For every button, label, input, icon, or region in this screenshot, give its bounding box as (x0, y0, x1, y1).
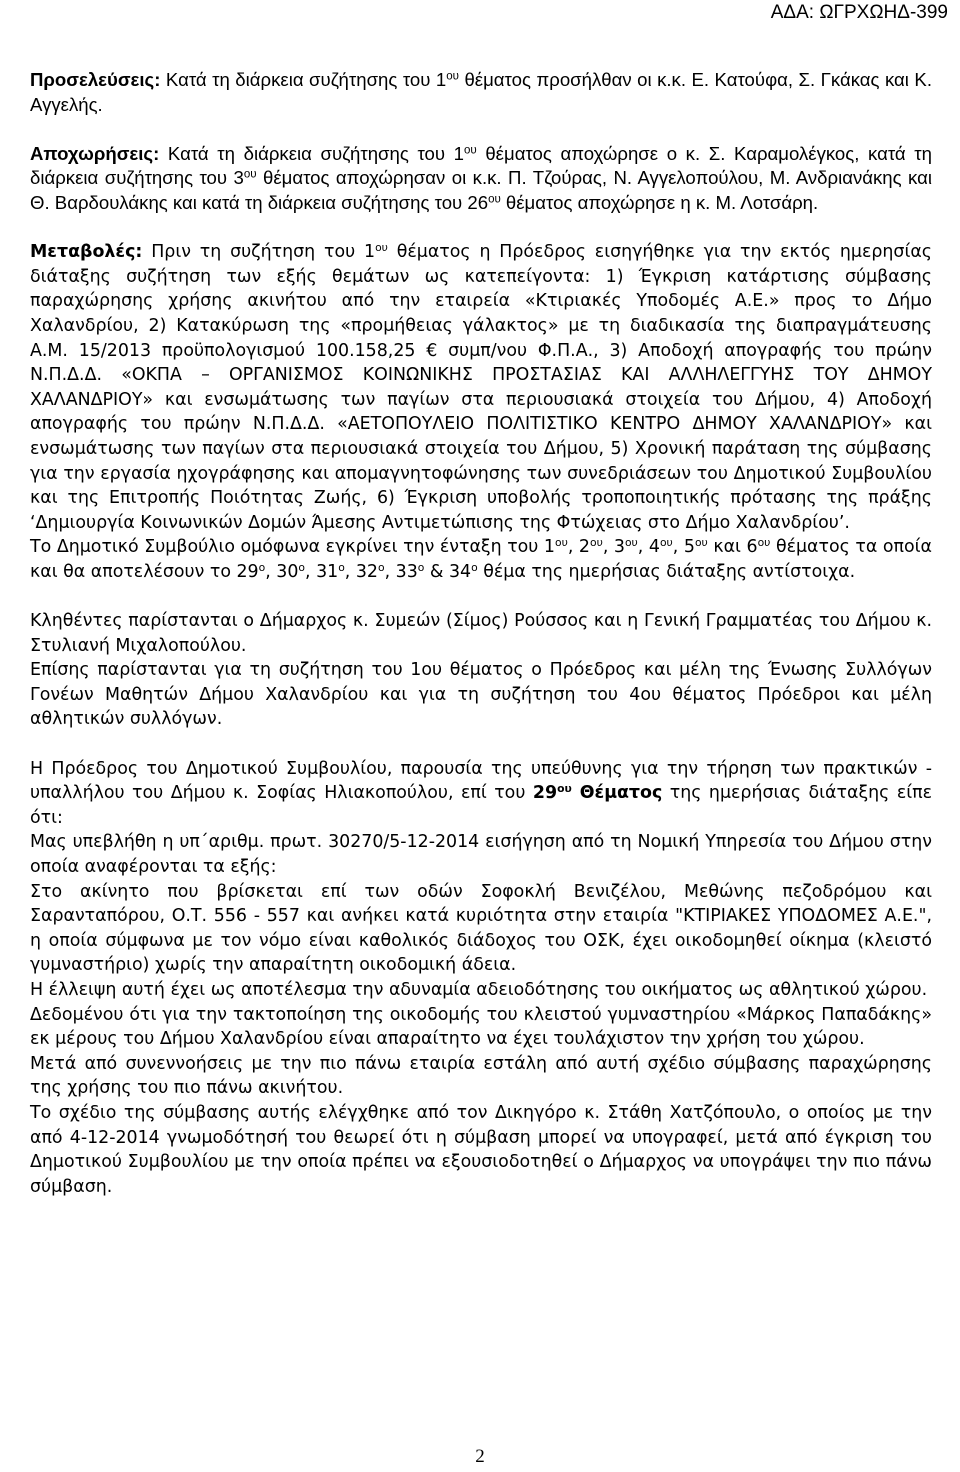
subject-number: $29^{o\upsilon}$ Θέματος (532, 782, 663, 804)
approval-paragraph: Το Δημοτικό Συμβούλιο ομόφωνα εγκρίνει την ένταξη του $1^{o\upsilon}$, $2^{o\upsilon}$, $3^{o\upsilon}$, $4^{o\upsilon}$, $5^{o\upsilon}$ και $6^{o\upsilon}$ θέματος τα οποία και θα αποτελέσουν το $29^o$, $30^o$, $31^o$, $32^o$, $33^o$ & $34^o$ θέμα της ημερήσιας διάταξης αντίστοιχα. (30, 536, 932, 582)
document-body (30, 68, 932, 1199)
body-paragraph-1: Μας υπεβλήθη η υπ΄αριθμ. πρωτ. 30270/5-12-2014 εισήγηση από τη Νομική Υπηρεσία του Δήμου στην οποία αναφέρονται τα εξής: (30, 832, 932, 877)
invited-paragraph: Κληθέντες παρίστανται ο Δήμαρχος κ. Συμεών (Σίμος) Ρούσσος και η Γενική Γραμματέας του Δήμου κ. Στυλιανή Μιχαλοπούλου. (30, 611, 932, 656)
body-paragraph-4: Δεδομένου ότι για την τακτοποίηση της οικοδομής του κλειστού γυμναστηρίου «Μάρκος Παπαδάκης» εκ μέρους του Δήμου Χαλανδρίου είναι απαραίτητο να έχει τουλάχιστον την χρήση του χώρου. (30, 1004, 932, 1050)
also-present-paragraph: Επίσης παρίστανται για τη συζήτηση του 1ου θέματος ο Πρόεδρος και μέλη της Ένωσης Συλλόγων Γονέων Μαθητών Δήμου Χαλανδρίου και για τη συζήτηση του 4ου θέματος Πρόεδροι και μέλη αθλητικών συλλόγων. (30, 660, 932, 730)
president-paragraph: Η Πρόεδρος του Δημοτικού Συμβουλίου, παρουσία της υπεύθυνης για την τήρηση των πρακτικών - υπαλλήλου του Δήμου κ. Σοφίας Ηλιακοπούλου, επί του $29^{o\upsilon}$ Θέματος της ημερήσιας διάταξης είπε ότι: (30, 758, 932, 828)
page-number: 2 (475, 1446, 485, 1467)
departures-paragraph: Αποχωρήσεις: Κατά τη διάρκεια συζήτησης του $1^{o\upsilon}$ θέματος αποχώρησε ο κ. Σ. Καραμολέγκος, κατά τη διάρκεια συζήτησης του $3^{o\upsilon}$ θέματος αποχώρησαν οι κ.κ. Π. Τζούρας, Ν. Αγγελοπούλου, Μ. Ανδριανάκης και Θ. Βαρδουλάκης και κατά τη διάρκεια συζήτησης του $26^{o\upsilon}$ θέματος αποχώρησε η κ. Μ. Λοτσάρη. (30, 142, 933, 213)
changes-paragraph: Μεταβολές: Πριν τη συζήτηση του $1^{o\upsilon}$ θέματος η Πρόεδρος εισηγήθηκε για την εκτός ημερησίας διάταξης συζήτηση των εξής θεμάτων ως κατεπείγοντα: 1) Έγκριση κατάρτισης σύμβασης παραχώρησης χρήσης ακινήτου από την εταιρεία «Κτιριακές Υποδομές Α.Ε.» προς το Δήμο Χαλανδρίου, 2) Κατακύρωση της «προμήθειας γάλακτος» με τη διαδικασία της διαπραγμάτευσης Α.Μ. 15/2013 προϋπολογισμού 100.158,25 € συμπ/νου Φ.Π.Α., 3) Αποδοχή απογραφής του πρώην Ν.Π.Δ.Δ. «ΟΚΠΑ – ΟΡΓΑΝΙΣΜΟΣ ΚΟΙΝΩΝΙΚΗΣ ΠΡΟΣΤΑΣΙΑΣ ΚΑΙ ΑΛΛΗΛΕΓΓΥΗΣ ΤΟΥ ΔΗΜΟΥ ΧΑΛΑΝΔΡΙΟΥ» και ενσωμάτωσης των παγίων στα περιουσιακά στοιχεία του Δήμου, 4) Αποδοχή απογραφής του πρώην Ν.Π.Δ.Δ. «ΑΕΤΟΠΟΥΛΕΙΟ ΠΟΛΙΤΙΣΤΙΚΟ ΚΕΝΤΡΟ ΔΗΜΟΥ ΧΑΛΑΝΔΡΙΟΥ» και ενσωμάτωσης των παγίων στα περιουσιακά στοιχεία του Δήμου, 5) Χρονική παράταση της σύμβασης για την εργασία ηχογράφησης και απομαγνητοφώνησης των συνεδριάσεων του Δημοτικού Συμβουλίου και της Επιτροπής Ποιότητας Ζωής, 6) Έγκριση υποβολής τροποποιητικής πρότασης της πράξης ‘Δημιουργία Κοινωνικών Δομών Άμεσης Αντιμετώπισης της Φτώχειας στο Δήμο Χαλανδρίου’. (30, 241, 933, 533)
arrivals-label: Προσελεύσεις: (30, 69, 161, 90)
arrivals-paragraph: Προσελεύσεις: Κατά τη διάρκεια συζήτησης του $1^{o\upsilon}$ θέματος προσήλθαν οι κ.κ. Ε. Κατούφα, Σ. Γκάκας και Κ. Αγγελής. (30, 69, 932, 115)
body-paragraph-2: Στο ακίνητο που βρίσκεται επί των οδών Σοφοκλή Βενιζέλου, Μεθώνης πεζοδρόμου και Σαρανταπόρου, Ο.Τ. 556 - 557 και ανήκει κατά κυριότητα στην εταιρία "ΚΤΙΡΙΑΚΕΣ ΥΠΟΔΟΜΕΣ Α.Ε.", η οποία σύμφωνα με τον νόμο είναι καθολικός διάδοχος του ΟΣΚ, έχει οικοδομηθεί οίκημα (κλειστό γυμναστήριο) χωρίς την απαραίτητη οικοδομική άδεια. (30, 881, 932, 976)
body-paragraph-6: Το σχέδιο της σύμβασης αυτής ελέγχθηκε από τον Δικηγόρο κ. Στάθη Χατζόπουλο, ο οποίος με την από 4-12-2014 γνωμοδότησή του θεωρεί ότι η σύμβαση μπορεί να υπογραφεί, μετά από έγκριση του Δημοτικού Συμβουλίου με την οποία πρέπει να εξουσιοδοτηθεί ο Δήμαρχος να υπογράψει την πιο πάνω σύμβαση. (30, 1102, 932, 1197)
body-paragraph-3: Η έλλειψη αυτή έχει ως αποτέλεσμα την αδυναμία αδειοδότησης του οικήματος ως αθλητικού χώρου. (30, 979, 928, 1000)
body-paragraph-5: Μετά από συνεννοήσεις με την πιο πάνω εταιρία εστάλη από αυτή σχέδιο σύμβασης παραχώρησης της χρήσης του πιο πάνω ακινήτου. (30, 1053, 932, 1099)
departures-label: Αποχωρήσεις: (30, 142, 160, 164)
ada-code: ΑΔΑ: ΩΓΡΧΩΗΔ-399 (770, 2, 948, 23)
changes-label: Μεταβολές: (30, 242, 143, 263)
